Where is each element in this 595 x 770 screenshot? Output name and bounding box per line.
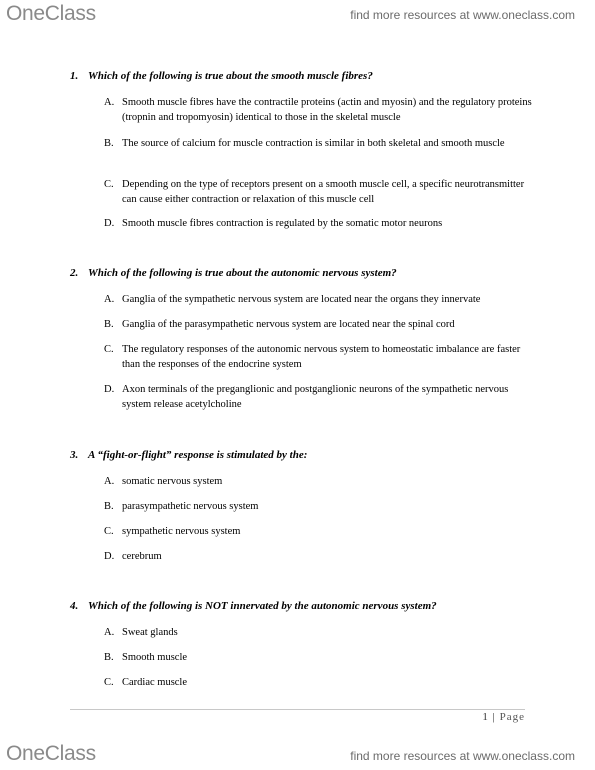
option-text: cerebrum xyxy=(122,551,162,562)
option-3a xyxy=(104,474,534,489)
question-number: 3. xyxy=(70,449,79,461)
option-1b xyxy=(104,136,534,151)
option-1a xyxy=(104,95,534,125)
page-word: Page xyxy=(499,711,525,723)
option-text: The source of calcium for muscle contraction is similar in both skeletal and smooth muscle xyxy=(122,138,505,149)
option-text: Smooth muscle fibres contraction is regulated by the somatic motor neurons xyxy=(122,218,443,229)
option-4c xyxy=(104,675,534,690)
option-text: The regulatory responses of the autonomic nervous system to homeostatic imbalance are faster than the responses of the endocrine system xyxy=(122,344,521,370)
option-text: somatic nervous system xyxy=(122,476,223,487)
option-letter: B. xyxy=(104,652,114,663)
option-text: Sweat glands xyxy=(122,627,178,638)
find-more-resources-link[interactable]: find more resources at www.oneclass.com xyxy=(350,749,575,763)
option-2b xyxy=(104,317,534,332)
option-2c xyxy=(104,342,534,372)
question-4 xyxy=(70,600,550,612)
option-letter: B. xyxy=(104,501,114,512)
find-more-resources-link[interactable]: find more resources at www.oneclass.com xyxy=(350,8,575,22)
option-letter: C. xyxy=(104,677,114,688)
oneclass-logo[interactable]: OneClass xyxy=(6,742,96,765)
page-number-value: 1 xyxy=(482,711,488,723)
option-text: Smooth muscle xyxy=(122,652,188,663)
option-text: sympathetic nervous system xyxy=(122,526,241,537)
option-4a xyxy=(104,625,534,640)
option-letter: C. xyxy=(104,526,114,537)
question-number: 1. xyxy=(70,70,79,82)
question-text: Which of the following is true about the autonomic nervous system? xyxy=(88,267,397,279)
option-text: Ganglia of the sympathetic nervous system are located near the organs they innervate xyxy=(122,294,481,305)
question-text: A “fight-or-flight” response is stimulated by the: xyxy=(88,449,308,461)
option-letter: D. xyxy=(104,384,115,395)
option-3b xyxy=(104,499,534,514)
oneclass-logo[interactable]: OneClass xyxy=(6,2,96,25)
option-letter: A. xyxy=(104,97,115,108)
page-footer xyxy=(0,738,595,768)
option-text: parasympathetic nervous system xyxy=(122,501,259,512)
option-text: Cardiac muscle xyxy=(122,677,188,688)
question-2 xyxy=(70,267,550,279)
option-text: Axon terminals of the preganglionic and postganglionic neurons of the sympathetic nervous system release acetylcholine xyxy=(122,384,509,410)
question-3 xyxy=(70,449,550,461)
page-header xyxy=(0,0,595,30)
option-2d xyxy=(104,382,534,412)
question-1 xyxy=(70,70,550,82)
option-3c xyxy=(104,524,534,539)
option-letter: B. xyxy=(104,138,114,149)
option-text: Depending on the type of receptors present on a smooth muscle cell, a specific neurotransmitter can cause either contraction or relaxation of this muscle cell xyxy=(122,179,525,205)
option-text: Ganglia of the parasympathetic nervous system are located near the spinal cord xyxy=(122,319,455,330)
page-number xyxy=(482,711,525,723)
question-text: Which of the following is NOT innervated by the autonomic nervous system? xyxy=(88,600,437,612)
question-text: Which of the following is true about the smooth muscle fibres? xyxy=(88,70,373,82)
question-number: 4. xyxy=(70,600,79,612)
option-1c xyxy=(104,177,534,207)
option-letter: A. xyxy=(104,476,115,487)
page-separator: | xyxy=(492,711,495,723)
option-letter: A. xyxy=(104,627,115,638)
option-letter: D. xyxy=(104,218,115,229)
option-text: Smooth muscle fibres have the contractile proteins (actin and myosin) and the regulatory proteins (tropnin and tropomyosin) identical to those in the skeletal muscle xyxy=(122,97,532,123)
option-letter: B. xyxy=(104,319,114,330)
question-number: 2. xyxy=(70,267,79,279)
option-letter: D. xyxy=(104,551,115,562)
footer-divider xyxy=(70,709,525,710)
option-letter: C. xyxy=(104,344,114,355)
option-letter: C. xyxy=(104,179,114,190)
option-3d xyxy=(104,549,534,564)
option-2a xyxy=(104,292,534,307)
option-1d xyxy=(104,216,534,231)
option-letter: A. xyxy=(104,294,115,305)
option-4b xyxy=(104,650,534,665)
